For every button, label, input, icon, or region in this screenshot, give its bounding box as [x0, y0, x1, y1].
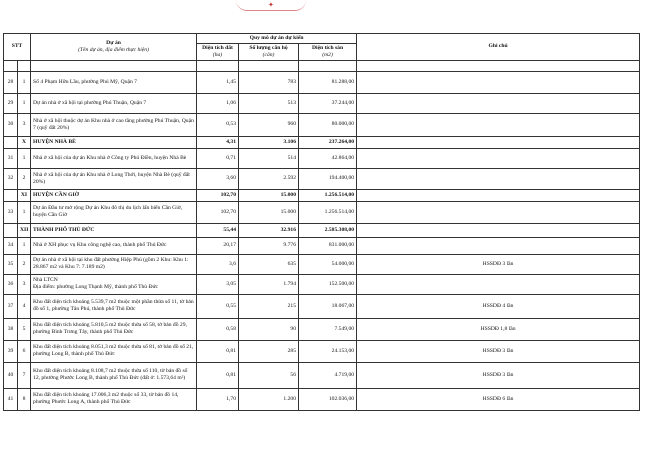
- row-land-area: 4,31: [197, 136, 239, 148]
- row-no: 5: [18, 318, 31, 340]
- row-note: [357, 201, 640, 223]
- row-project: Dự án nhà ở xã hội tại khu đất phường Hiệp Phú (gồm 2 Khu: Khu 1: 28.867 m2 và Khu 7: 7.189 m2): [31, 254, 197, 274]
- header-note: Ghi chú: [357, 34, 640, 61]
- row-apartments: 32.916: [239, 223, 299, 237]
- row-apartments: 960: [239, 113, 299, 136]
- row-note: [357, 71, 640, 93]
- row-no: 4: [18, 294, 31, 318]
- row-note: HSSDĐ 4 lần: [357, 294, 640, 318]
- row-floor-area: 1.256.514,00: [299, 189, 357, 201]
- table-row: [4, 254, 640, 274]
- row-note: [357, 136, 640, 148]
- row-land-area: 3,6: [197, 254, 239, 274]
- header-floor-area: [299, 43, 357, 60]
- row-stt: [4, 189, 18, 201]
- header-floor-area-unit: (m2): [322, 51, 333, 58]
- table-body: [4, 71, 640, 410]
- table-row: [4, 388, 640, 410]
- header-land-area-unit: (ha): [212, 51, 223, 58]
- row-no: 2: [18, 168, 31, 189]
- header-land-area-label: Diện tích đất: [202, 44, 233, 51]
- row-no: 7: [18, 362, 31, 388]
- row-apartments: 783: [239, 71, 299, 93]
- row-no: 1: [18, 148, 31, 168]
- row-stt: 30: [4, 113, 18, 136]
- row-no: XI: [18, 189, 31, 201]
- row-land-area: 0,58: [197, 318, 239, 340]
- row-apartments: 215: [239, 294, 299, 318]
- row-stt: 40: [4, 362, 18, 388]
- row-no: 1: [18, 71, 31, 93]
- row-no: 3: [18, 113, 31, 136]
- row-no: 2: [18, 254, 31, 274]
- row-floor-area: 2.585.308,00: [299, 223, 357, 237]
- row-no: 8: [18, 388, 31, 410]
- row-floor-area: 237.264,00: [299, 136, 357, 148]
- row-project: HUYỆN CẦN GIỜ: [31, 189, 197, 201]
- header-apartments: [239, 43, 299, 60]
- row-land-area: 55,44: [197, 223, 239, 237]
- header-apartments-unit: (căn): [262, 51, 275, 58]
- row-apartments: 56: [239, 362, 299, 388]
- row-stt: 35: [4, 254, 18, 274]
- row-no: XII: [18, 223, 31, 237]
- header-apartments-label: Số lượng căn hộ: [249, 44, 288, 51]
- row-project: Nhà ở xã hội của dự án Khu nhà ở Long Thới, huyện Nhà Bè (quỹ đất 20%): [31, 168, 197, 189]
- row-project: Khu đất diện tích khoảng 8.051,3 m2 thuộc thửa số 81, tờ bản đồ số 21, phường Long B, thành phố Thủ Đức: [31, 340, 197, 362]
- seal-stamp-mark: ✦: [268, 1, 274, 9]
- row-apartments: 2.592: [239, 168, 299, 189]
- row-floor-area: 81.288,00: [299, 71, 357, 93]
- row-note: HSSDĐ 6 lần: [357, 388, 640, 410]
- table-row: [4, 201, 640, 223]
- row-floor-area: 18.067,00: [299, 294, 357, 318]
- row-stt: 31: [4, 148, 18, 168]
- row-no: 3: [18, 274, 31, 294]
- row-land-area: 0,81: [197, 362, 239, 388]
- row-land-area: 0,53: [197, 113, 239, 136]
- row-stt: 39: [4, 340, 18, 362]
- row-floor-area: 54.000,00: [299, 254, 357, 274]
- row-project: Nhà ở XH phục vụ Khu công nghệ cao, thành phố Thủ Đức: [31, 237, 197, 254]
- row-land-area: 1,70: [197, 388, 239, 410]
- table-row: [4, 237, 640, 254]
- header-scale-group: Quy mô dự án dự kiến: [197, 34, 357, 44]
- row-stt: 28: [4, 71, 18, 93]
- row-apartments: 513: [239, 93, 299, 113]
- row-stt: 32: [4, 168, 18, 189]
- table-row: [4, 362, 640, 388]
- header-row: [4, 34, 640, 44]
- row-project: Khu đất diện tích khoảng 5.539,7 m2 thuộc một phần thửa số 11, tờ bản đồ số 1, phường Tân Phú, thành phố Thủ Đức: [31, 294, 197, 318]
- row-land-area: 3,05: [197, 274, 239, 294]
- row-stt: 33: [4, 201, 18, 223]
- row-no: 6: [18, 340, 31, 362]
- table-row: [4, 148, 640, 168]
- row-stt: [4, 223, 18, 237]
- table-row: [4, 71, 640, 93]
- row-no: X: [18, 136, 31, 148]
- table-row: [4, 93, 640, 113]
- row-note: [357, 148, 640, 168]
- table-row: [4, 318, 640, 340]
- row-floor-area: 1.256.514,00: [299, 201, 357, 223]
- row-land-area: 1,45: [197, 71, 239, 93]
- row-apartments: 1.200: [239, 388, 299, 410]
- table-row: [4, 340, 640, 362]
- section-row: [4, 189, 640, 201]
- row-project: Dự án Đầu tư mở rộng Dự án Khu đô thị du lịch lấn biển Cần Giờ, huyện Cần Giờ: [31, 201, 197, 223]
- scan-top-margin: [0, 0, 645, 14]
- section-row: [4, 223, 640, 237]
- row-project: Dự án nhà ở xã hội tại phường Phú Thuận, Quận 7: [31, 93, 197, 113]
- row-project: Khu đất diện tích khoảng 8.108,7 m2 thuộc thửa số 110, tờ bản đồ số 12, phường Phước Long B, thành phố Thủ Đức (đất ở: 1.573,64 m²): [31, 362, 197, 388]
- row-floor-area: 194.400,00: [299, 168, 357, 189]
- table-row: [4, 294, 640, 318]
- row-apartments: 15.000: [239, 189, 299, 201]
- row-apartments: 285: [239, 340, 299, 362]
- row-apartments: 3.106: [239, 136, 299, 148]
- row-stt: 38: [4, 318, 18, 340]
- header-land-area: [197, 43, 239, 60]
- row-floor-area: 4.719,00: [299, 362, 357, 388]
- row-project: Nhà LTCN Địa điểm: phường Long Thạnh Mỹ, thành phố Thủ Đức: [31, 274, 197, 294]
- row-project: HUYỆN NHÀ BÈ: [31, 136, 197, 148]
- row-floor-area: 24.153,00: [299, 340, 357, 362]
- row-floor-area: 80.000,00: [299, 113, 357, 136]
- row-land-area: 0,81: [197, 340, 239, 362]
- table-row: [4, 274, 640, 294]
- row-apartments: 9.776: [239, 237, 299, 254]
- header-project-subtitle: (Tên dự án, địa điểm thực hiện): [78, 46, 149, 53]
- row-note: HSSDĐ 3 lần: [357, 254, 640, 274]
- section-row: [4, 136, 640, 148]
- row-project: Nhà ở xã hội của dự án Khu nhà ở Công ty Phú Điền, huyện Nhà Bè: [31, 148, 197, 168]
- row-apartments: 90: [239, 318, 299, 340]
- row-note: [357, 93, 640, 113]
- row-floor-area: 102.036,00: [299, 388, 357, 410]
- row-project: THÀNH PHỐ THỦ ĐỨC: [31, 223, 197, 237]
- row-stt: 29: [4, 93, 18, 113]
- row-note: [357, 274, 640, 294]
- row-land-area: 102,70: [197, 189, 239, 201]
- row-land-area: 0,55: [197, 294, 239, 318]
- row-floor-area: 37.244,00: [299, 93, 357, 113]
- table-row: [4, 168, 640, 189]
- header-floor-area-label: Diện tích sàn: [311, 44, 344, 51]
- row-note: HSSDĐ 1,8 lần: [357, 318, 640, 340]
- blank-row: [4, 60, 640, 71]
- row-project: Khu đất diện tích khoảng 5.810,5 m2 thuộc thửa số 58, tờ bản đồ 29, phường Bình Trưng Tây, thành phố Thủ Đức: [31, 318, 197, 340]
- row-apartments: 514: [239, 148, 299, 168]
- row-floor-area: 42.864,00: [299, 148, 357, 168]
- header-stt: STT: [4, 34, 31, 61]
- row-apartments: 635: [239, 254, 299, 274]
- row-stt: [4, 136, 18, 148]
- row-land-area: 102,70: [197, 201, 239, 223]
- row-floor-area: 152.500,00: [299, 274, 357, 294]
- row-land-area: 20,17: [197, 237, 239, 254]
- row-apartments: 15.000: [239, 201, 299, 223]
- row-stt: 37: [4, 294, 18, 318]
- row-no: 1: [18, 93, 31, 113]
- row-apartments: 1.794: [239, 274, 299, 294]
- row-project: Khu đất diện tích khoảng 17.006,3 m2 thuộc số 33, tờ bản đồ 14, phường Phước Long A, thành phố Thủ Đức: [31, 388, 197, 410]
- table-row: [4, 113, 640, 136]
- row-note: [357, 168, 640, 189]
- row-land-area: 3,60: [197, 168, 239, 189]
- header-project-title: Dự án: [106, 39, 121, 46]
- row-note: [357, 113, 640, 136]
- row-note: [357, 223, 640, 237]
- row-land-area: 0,71: [197, 148, 239, 168]
- row-stt: 36: [4, 274, 18, 294]
- row-stt: 34: [4, 237, 18, 254]
- row-floor-area: 831.000,00: [299, 237, 357, 254]
- housing-project-table: [3, 33, 640, 411]
- row-no: 1: [18, 201, 31, 223]
- row-land-area: 1,06: [197, 93, 239, 113]
- row-project: Số 4 Phạm Hữu Lầu, phường Phú Mỹ, Quận 7: [31, 71, 197, 93]
- header-project: [31, 34, 197, 61]
- row-project: Nhà ở xã hội thuộc dự án Khu nhà ở cao tầng phường Phú Thuận, Quận 7 (quỹ đất 20%): [31, 113, 197, 136]
- row-note: [357, 237, 640, 254]
- row-note: HSSDĐ 3 lần: [357, 340, 640, 362]
- row-note: HSSDĐ 3 lần: [357, 362, 640, 388]
- row-no: 1: [18, 237, 31, 254]
- row-note: [357, 189, 640, 201]
- row-floor-area: 7.549,00: [299, 318, 357, 340]
- row-stt: 41: [4, 388, 18, 410]
